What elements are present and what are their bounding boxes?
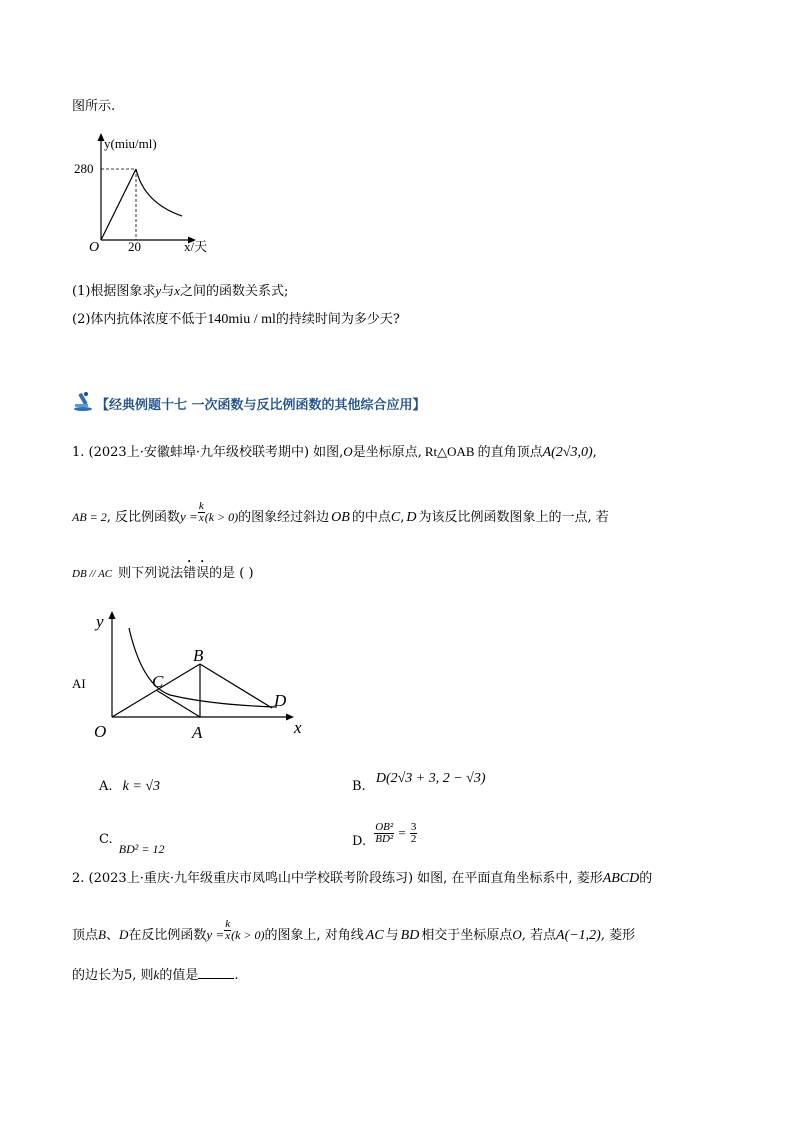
- graph2-y-arrow: [109, 611, 116, 619]
- option-d-lhs: [374, 822, 394, 845]
- p1-frac-num: k: [198, 500, 204, 512]
- graph2-x-arrow: [286, 714, 294, 721]
- p1-text-l2e: 为该反比例函数图象上的一点, 若: [418, 510, 609, 525]
- p2-text-l3a: 的边长为5, 则: [72, 968, 154, 983]
- p2-text-c: 的图象上, 对角线: [264, 928, 364, 943]
- q1-text: (1)根据图象求: [72, 284, 156, 299]
- option-a-text: k = √3: [122, 779, 161, 794]
- graph2-D-label: D: [274, 691, 287, 710]
- graph2-x-label: x: [294, 718, 302, 737]
- graph2-bd: [200, 664, 272, 708]
- graph1-y-tick: 280: [74, 161, 94, 176]
- option-d-rnum: 3: [410, 821, 417, 833]
- p1-end: ,: [592, 445, 597, 460]
- question-2: [72, 311, 400, 329]
- p1-text-b: 是坐标原点,: [352, 445, 422, 460]
- graph1-rising-line: [101, 169, 136, 240]
- p2-sep: 、: [105, 928, 119, 943]
- option-c-text: BD² = 12: [118, 842, 165, 856]
- p2-text-g: , 菱形: [600, 928, 636, 943]
- p1-text-l2d: ,: [400, 510, 405, 525]
- option-b[interactable]: [352, 771, 486, 796]
- ai-side-label: AI: [72, 676, 86, 691]
- q1-var-y: y: [155, 283, 162, 298]
- option-c-letter: C.: [99, 832, 113, 847]
- option-d-rhs: [410, 822, 418, 845]
- p2-cond: (k > 0): [231, 928, 265, 942]
- graph2-hyperbola: [129, 628, 277, 707]
- p1-ab: AB = 2: [72, 510, 107, 524]
- graph2-C-label: C: [152, 672, 164, 691]
- p2-ac: AC: [365, 928, 384, 943]
- p2-frac-den: x: [225, 930, 231, 942]
- graph1-x-tick: 20: [128, 239, 141, 253]
- graph1-y-label: y(miu/ml): [104, 136, 157, 151]
- p1-D: D: [406, 510, 417, 525]
- problem1-line2: [72, 500, 609, 527]
- p2-k: k: [153, 967, 160, 982]
- q1-end: 之间的函数关系式;: [180, 284, 289, 299]
- problem1-line1: [72, 443, 597, 462]
- option-d-rden: 2: [410, 833, 417, 845]
- option-d[interactable]: [352, 821, 417, 849]
- p2-end1: 的: [639, 871, 653, 886]
- p2-text-l3b: 的值是: [159, 968, 199, 983]
- graph2-O-label: O: [94, 722, 107, 741]
- p1-point-A: A(2√3,0): [542, 445, 593, 460]
- p1-text-l2b: 的图象经过斜边: [238, 510, 330, 525]
- p1-text-l2a: , 反比例函数: [106, 510, 181, 525]
- section-title: 【经典例题十七 一次函数与反比例函数的其他综合应用】: [96, 398, 426, 413]
- graph2-ac: [156, 690, 200, 717]
- problem1-line3: [72, 558, 254, 583]
- option-a[interactable]: [99, 778, 160, 796]
- p2-text-f: , 若点: [521, 928, 557, 943]
- p2-y-eq: y =: [206, 927, 225, 942]
- p2-end3: .: [234, 968, 239, 983]
- problem2-line3: [72, 966, 238, 985]
- p2-text-e: 相交于坐标原点: [421, 928, 513, 943]
- option-d-num: OB²: [375, 821, 394, 833]
- graph1-decay-curve: [136, 169, 182, 216]
- p1-fraction: [198, 501, 205, 524]
- p2-point-A: A(−1,2): [556, 928, 601, 943]
- option-d-den: BD²: [375, 833, 394, 845]
- p1-frac-den: x: [198, 512, 204, 524]
- p1-ob: OB: [331, 510, 350, 525]
- q2-value: 140miu / ml: [207, 312, 276, 327]
- p2-text-d: 与: [385, 928, 399, 943]
- intro-text: 图所示.: [72, 99, 116, 114]
- p2-D: D: [118, 927, 129, 942]
- option-d-eq: =: [398, 825, 406, 840]
- answer-blank[interactable]: [198, 966, 234, 979]
- problem1-figure: [92, 605, 312, 745]
- p1-text-c: 的直角顶点: [477, 445, 543, 460]
- p2-source: 2. (2023上·重庆·九年级重庆市凤鸣山中学校联考阶段练习) 如图, 在平面直角坐标系中, 菱形: [72, 871, 603, 886]
- antibody-graph: [72, 128, 222, 253]
- p1-C: C: [390, 510, 401, 525]
- graph2-B-label: B: [193, 646, 204, 665]
- p1-emphasis: 错误: [183, 566, 210, 581]
- question-1: [72, 282, 288, 301]
- graph2-A-label: A: [192, 723, 203, 742]
- q2-end: 的持续时间为多少天?: [275, 312, 400, 327]
- q1-var-x: x: [174, 283, 180, 298]
- p2-text-b: 在反比例函数: [128, 928, 207, 943]
- p1-text-l3a: 则下列说法: [118, 566, 184, 581]
- option-b-text: D(2√3 + 3, 2 − √3): [375, 771, 486, 786]
- p1-text-l3b: 的是 ( ): [209, 566, 254, 581]
- p2-text-a: 顶点: [72, 928, 99, 943]
- p2-O: O: [512, 927, 522, 942]
- p2-abcd: ABCD: [602, 871, 640, 886]
- microscope-icon: [72, 390, 94, 412]
- p1-source: 1. (2023上·安徽蚌埠·九年级校联考期中) 如图,: [72, 445, 344, 460]
- p2-frac-num: k: [225, 918, 231, 930]
- p2-bd: BD: [400, 928, 420, 943]
- problem2-line1: [72, 870, 652, 888]
- option-b-letter: B.: [352, 779, 366, 794]
- option-c[interactable]: [99, 830, 165, 856]
- option-d-letter: D.: [352, 834, 367, 849]
- p1-rt: Rt△OAB: [424, 444, 475, 459]
- p2-B: B: [98, 927, 106, 942]
- p1-O: O: [343, 444, 353, 459]
- p1-text-l2c: 的中点: [351, 510, 391, 525]
- graph1-x-label: x/天: [184, 239, 208, 253]
- problem2-line2: [72, 918, 636, 945]
- p1-cond-parallel: DB // AC: [72, 568, 113, 580]
- graph1-origin: O: [89, 240, 100, 253]
- option-a-letter: A.: [99, 779, 113, 794]
- q1-mid: 与: [161, 284, 175, 299]
- q2-text: (2)体内抗体浓度不低于: [72, 312, 208, 327]
- graph2-y-label: y: [96, 612, 104, 631]
- p1-y-eq: y =: [180, 509, 198, 524]
- p1-cond: (k > 0): [204, 510, 239, 524]
